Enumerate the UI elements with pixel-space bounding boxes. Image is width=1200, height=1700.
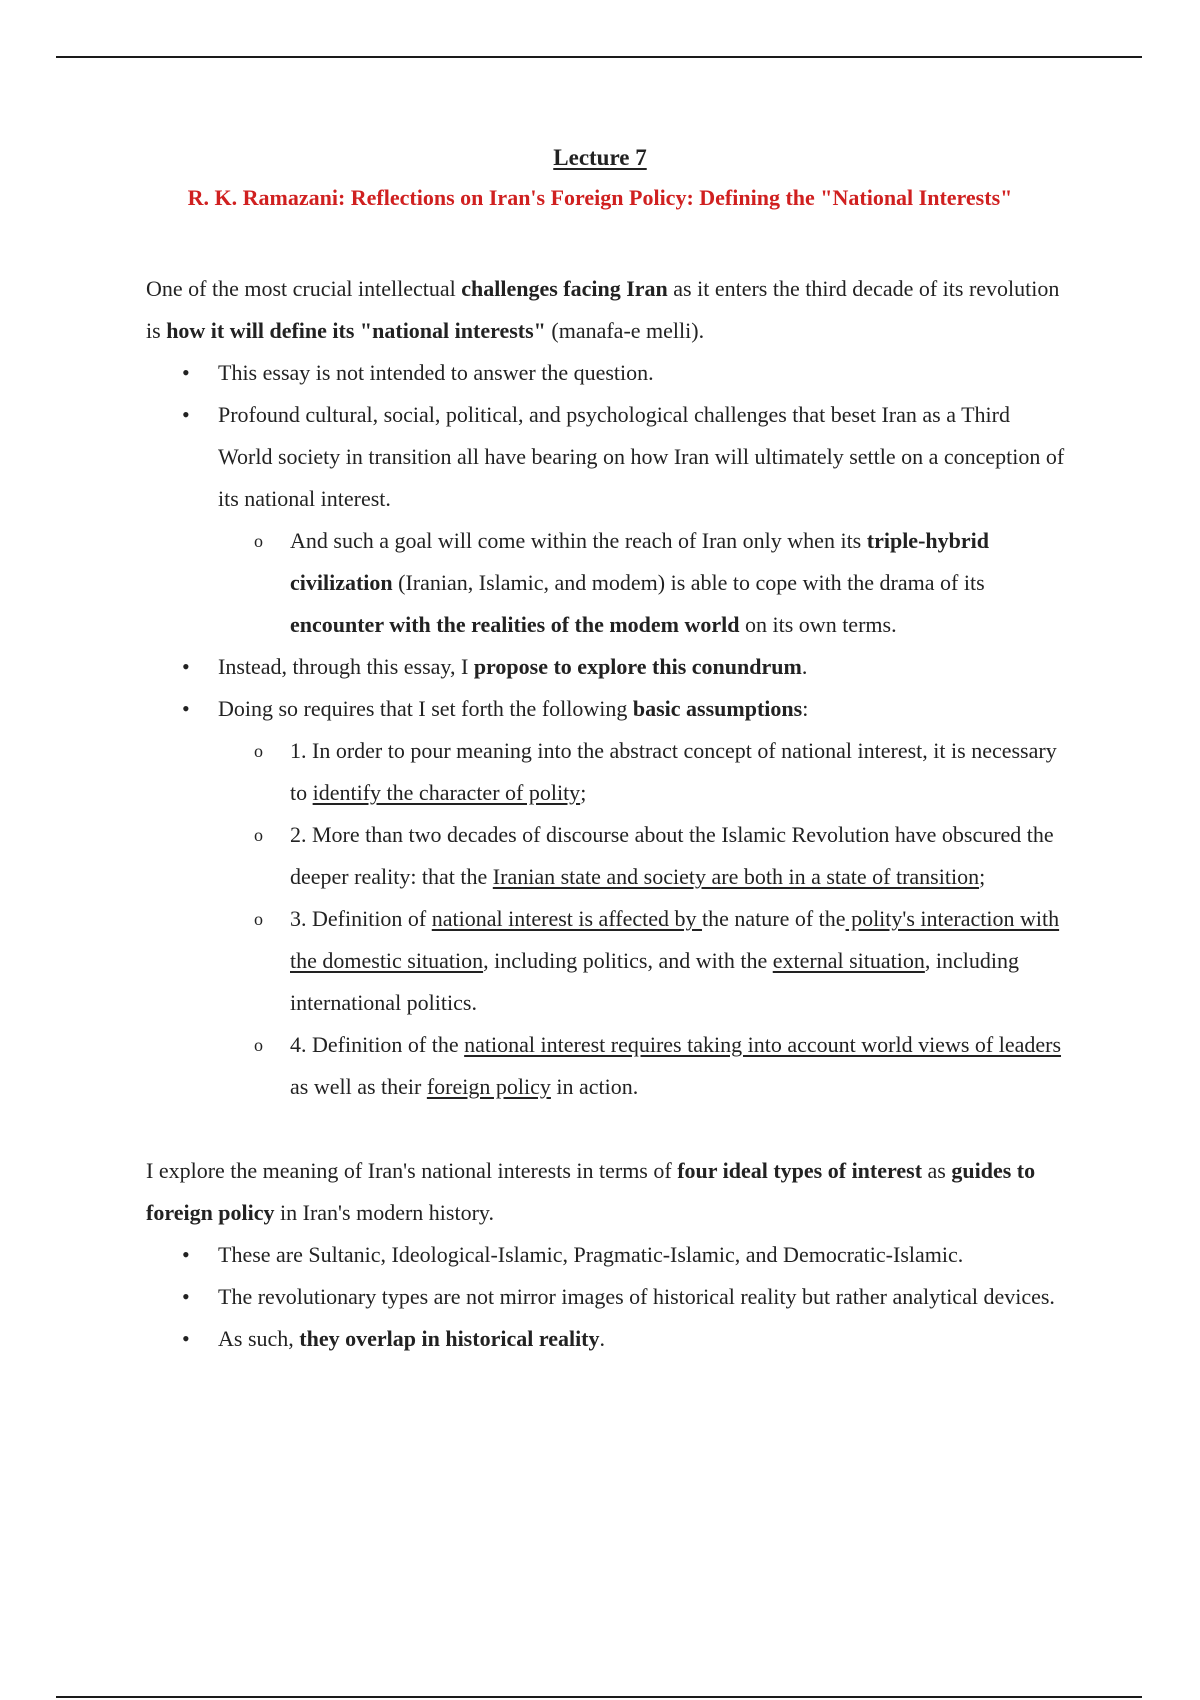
bullet-text: : (802, 696, 809, 721)
assumption-underlined: foreign policy (426, 1074, 551, 1099)
assumption-text: ; (979, 864, 986, 889)
second-text-1: I explore the meaning of Iran's national interests in terms of (146, 1158, 678, 1183)
list-item (218, 352, 1066, 394)
list-item (218, 1276, 1066, 1318)
bullet-text: Instead, through this essay, I (218, 654, 474, 679)
assumption-underlined: external situation (772, 948, 925, 973)
assumption-text: in action. (550, 1074, 639, 1099)
second-text-3: in Iran's modern history. (274, 1200, 494, 1225)
assumption-underlined: national interest requires taking into account world views of leaders (464, 1032, 1062, 1057)
sub-bold-2: encounter with the realities of the modem world (290, 612, 740, 637)
second-bold-2: guides to foreign policy (146, 1158, 1036, 1225)
assumptions-list (218, 730, 1066, 1108)
bullet-text: Profound cultural, social, political, and psychological challenges that beset Iran as a Third World society in transition all have bearing on how Iran will ultimately settle on a conception of its national interest. (218, 402, 1065, 511)
assumption-underlined: identify the character of polity (312, 780, 581, 805)
assumption-text: , including politics, and with the (483, 948, 773, 973)
list-item (218, 646, 1066, 688)
intro-text-3: (manafa-e melli). (545, 318, 705, 343)
types-bullet-list (146, 1234, 1066, 1360)
bullet-text: . (801, 654, 808, 679)
list-item (290, 1024, 1066, 1108)
list-item (218, 394, 1066, 646)
bullet-text: As such, (218, 1326, 300, 1351)
top-rule (56, 56, 1142, 58)
intro-bullet-list (146, 352, 1066, 1108)
intro-bold-2: how it will define its "national interests" (166, 318, 546, 343)
sub-text-3: on its own terms. (739, 612, 897, 637)
second-bold-1: four ideal types of interest (677, 1158, 923, 1183)
sub-text-1: And such a goal will come within the reach of Iran only when its (290, 528, 867, 553)
bottom-rule (56, 1696, 1142, 1698)
lecture-title: Lecture 7 (553, 145, 647, 170)
sub-bold-1: triple-hybrid civilization (290, 528, 989, 595)
document-body (146, 268, 1066, 1360)
list-item (290, 814, 1066, 898)
second-text-2: as (922, 1158, 952, 1183)
sub-bullet-list (218, 520, 1066, 646)
intro-text-2: as it enters the third decade of its revolution is (146, 276, 1060, 343)
intro-text-1: One of the most crucial intellectual (146, 276, 462, 301)
list-item (218, 1318, 1066, 1360)
bullet-text: . (599, 1326, 606, 1351)
assumption-underlined: Iranian state and society are both in a state of transition (492, 864, 980, 889)
bullet-text: Doing so requires that I set forth the following (218, 696, 633, 721)
list-item (290, 898, 1066, 1024)
assumption-text: ; (580, 780, 587, 805)
list-item (218, 1234, 1066, 1276)
lecture-subtitle: R. K. Ramazani: Reflections on Iran's Foreign Policy: Defining the "National Interests" (187, 185, 1013, 210)
list-item (218, 688, 1066, 1108)
list-item (290, 730, 1066, 814)
intro-paragraph (146, 268, 1066, 352)
assumption-underlined: national interest is affected by (431, 906, 702, 931)
sub-text-2: (Iranian, Islamic, and modem) is able to cope with the drama of its (392, 570, 985, 595)
assumption-text: 2. More than two decades of discourse about the Islamic Revolution have obscured the deeper reality: that the (290, 822, 1054, 889)
bullet-bold: they overlap in historical reality (299, 1326, 600, 1351)
assumption-text: 1. In order to pour meaning into the abstract concept of national interest, it is necessary to (290, 738, 1057, 805)
assumption-text: 4. Definition of the (290, 1032, 465, 1057)
assumption-text: 3. Definition of (290, 906, 432, 931)
bullet-bold: basic assumptions (632, 696, 803, 721)
intro-bold-1: challenges facing Iran (461, 276, 668, 301)
bullet-bold: propose to explore this conundrum (473, 654, 802, 679)
list-item (290, 520, 1066, 646)
assumption-text: as well as their (290, 1074, 427, 1099)
assumption-underlined: polity's interaction with the domestic situation (290, 906, 1060, 973)
bullet-text: The revolutionary types are not mirror images of historical reality but rather analytical devices. (218, 1284, 1055, 1309)
assumption-text: the nature of the (702, 906, 846, 931)
bullet-text: This essay is not intended to answer the question. (218, 360, 654, 385)
assumption-text: , including international politics. (290, 948, 1019, 1015)
second-paragraph (146, 1150, 1066, 1234)
paragraph-gap (146, 1108, 1066, 1150)
bullet-text: These are Sultanic, Ideological-Islamic, Pragmatic-Islamic, and Democratic-Islamic. (218, 1242, 964, 1267)
